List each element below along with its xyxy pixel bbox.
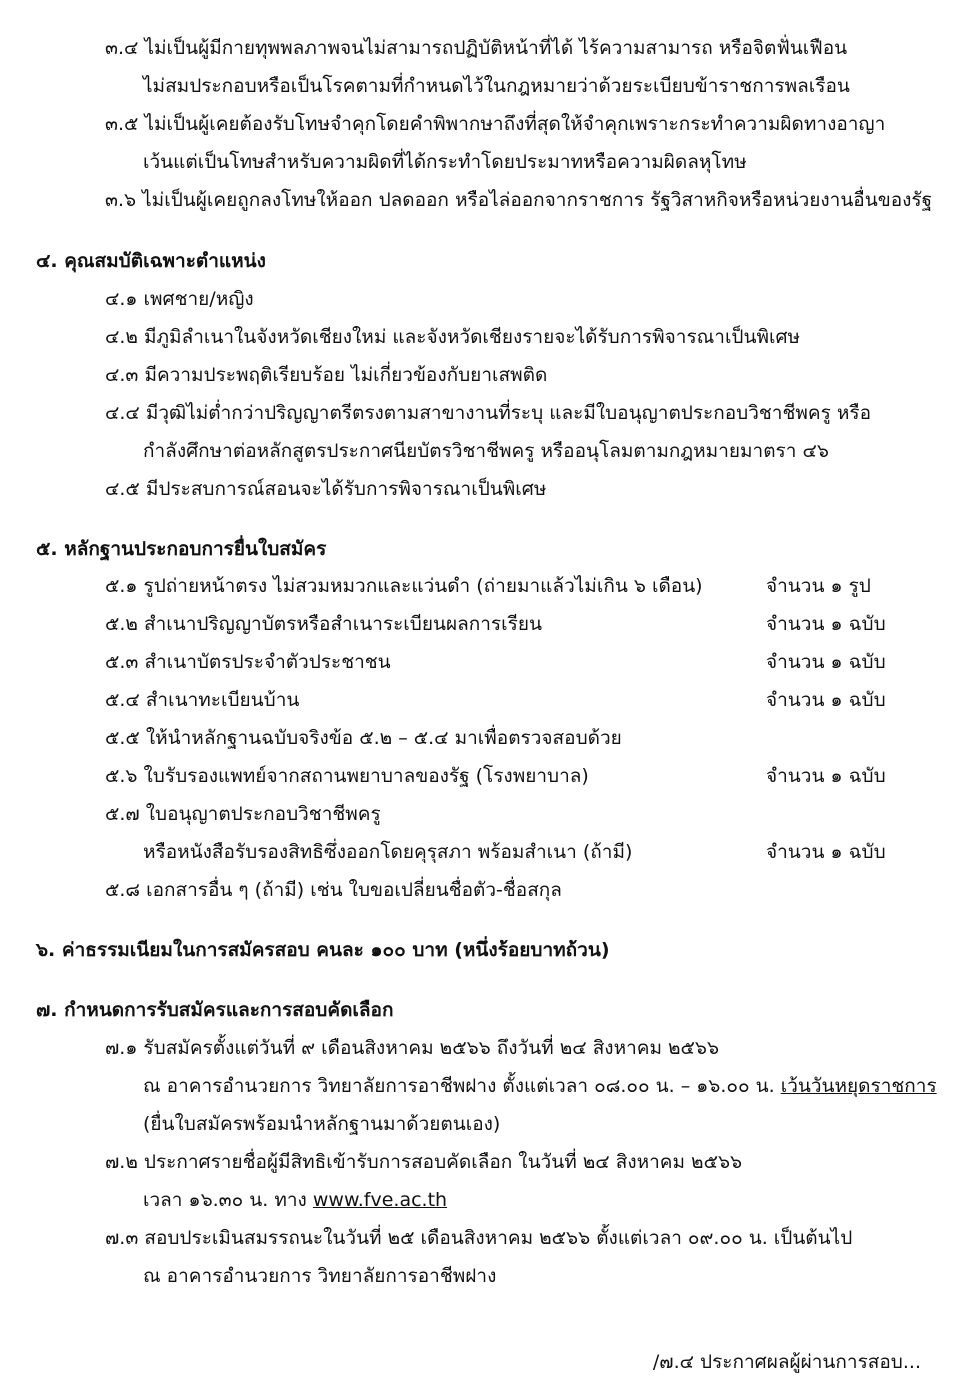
- item-5-3-quantity: จำนวน ๑ ฉบับ: [766, 651, 886, 673]
- item-7-1-line1: ๗.๑ รับสมัครตั้งแต่วันที่ ๙ เดือนสิงหาคม ๒๕๖๖ ถึงวันที่ ๒๔ สิงหาคม ๒๕๖๖: [105, 1037, 720, 1059]
- item-3-5-line1: ๓.๕ ไม่เป็นผู้เคยต้องรับโทษจำคุกโดยคำพิพากษาถึงที่สุดให้จำคุกเพราะกระทำความผิดทางอาญา: [105, 113, 886, 135]
- item-5-7-line2: หรือหนังสือรับรองสิทธิซึ่งออกโดยคุรุสภา พร้อมสำเนา (ถ้ามี): [143, 841, 633, 863]
- item-5-8: ๕.๘ เอกสารอื่น ๆ (ถ้ามี) เช่น ใบขอเปลี่ยนชื่อตัว-ชื่อสกุล: [105, 879, 562, 901]
- item-5-6: ๕.๖ ใบรับรองแพทย์จากสถานพยาบาลของรัฐ (โรงพยาบาล): [105, 765, 589, 787]
- item-5-1-quantity: จำนวน ๑ รูป: [766, 575, 871, 597]
- next-page-continuation: /๗.๔ ประกาศผลผู้ผ่านการสอบ...: [652, 1351, 921, 1373]
- item-7-1-line3: (ยื่นใบสมัครพร้อมนำหลักฐานมาด้วยตนเอง): [143, 1113, 501, 1135]
- website-link[interactable]: www.fve.ac.th: [312, 1189, 448, 1211]
- section-5-heading: ๕. หลักฐานประกอบการยื่นใบสมัคร: [36, 538, 327, 560]
- item-7-2-time: เวลา ๑๖.๓๐ น. ทาง: [143, 1189, 307, 1211]
- section-6-heading: ๖. ค่าธรรมเนียมในการสมัครสอบ คนละ ๑๐๐ บาท (หนึ่งร้อยบาทถ้วน): [36, 939, 610, 961]
- section-4-heading: ๔. คุณสมบัติเฉพาะตำแหน่ง: [36, 250, 266, 272]
- item-7-1-line2: [143, 1073, 937, 1099]
- item-4-3: ๔.๓ มีความประพฤติเรียบร้อย ไม่เกี่ยวข้องกับยาเสพติด: [105, 364, 548, 386]
- item-5-3: ๕.๓ สำเนาบัตรประจำตัวประชาชน: [105, 651, 391, 673]
- section-7-heading: ๗. กำหนดการรับสมัครและการสอบคัดเลือก: [36, 999, 394, 1021]
- item-3-4-line1: ๓.๔ ไม่เป็นผู้มีกายทุพพลภาพจนไม่สามารถปฏิบัติหน้าที่ได้ ไร้ความสามารถ หรือจิตฟั่นเฟือน: [105, 37, 848, 59]
- item-5-4: ๕.๔ สำเนาทะเบียนบ้าน: [105, 689, 300, 711]
- item-5-4-quantity: จำนวน ๑ ฉบับ: [766, 689, 886, 711]
- item-4-4-line2: กำลังศึกษาต่อหลักสูตรประกาศนียบัตรวิชาชีพครู หรืออนุโลมตามกฎหมายมาตรา ๔๖: [143, 440, 829, 462]
- item-5-2-quantity: จำนวน ๑ ฉบับ: [766, 613, 886, 635]
- item-7-2-line1: ๗.๒ ประกาศรายชื่อผู้มีสิทธิเข้ารับการสอบคัดเลือก ในวันที่ ๒๔ สิงหาคม ๒๕๖๖: [105, 1151, 743, 1173]
- item-4-1: ๔.๑ เพศชาย/หญิง: [105, 288, 254, 310]
- item-4-5: ๔.๕ มีประสบการณ์สอนจะได้รับการพิจารณาเป็นพิเศษ: [105, 478, 547, 500]
- item-4-4-line1: ๔.๔ มีวุฒิไม่ต่ำกว่าปริญญาตรีตรงตามสาขางานที่ระบุ และมีใบอนุญาตประกอบวิชาชีพครู หรือ: [105, 402, 871, 424]
- item-5-1: ๕.๑ รูปถ่ายหน้าตรง ไม่สวมหมวกและแว่นดำ (ถ่ายมาแล้วไม่เกิน ๖ เดือน): [105, 575, 703, 597]
- item-3-6: ๓.๖ ไม่เป็นผู้เคยถูกลงโทษให้ออก ปลดออก หรือไล่ออกจากราชการ รัฐวิสาหกิจหรือหน่วยงานอื่นของรัฐ: [105, 189, 933, 211]
- item-5-7-quantity: จำนวน ๑ ฉบับ: [766, 841, 886, 863]
- item-7-1-holiday-note: เว้นวันหยุดราชการ: [780, 1075, 937, 1097]
- item-5-7-line1: ๕.๗ ใบอนุญาตประกอบวิชาชีพครู: [105, 803, 381, 825]
- item-7-2-line2: [143, 1187, 447, 1213]
- item-5-2: ๕.๒ สำเนาปริญญาบัตรหรือสำเนาระเบียนผลการเรียน: [105, 613, 542, 635]
- item-7-3-line2: ณ อาคารอำนวยการ วิทยาลัยการอาชีพฝาง: [143, 1265, 497, 1287]
- item-3-5-line2: เว้นแต่เป็นโทษสำหรับความผิดที่ได้กระทำโดยประมาทหรือความผิดลหุโทษ: [143, 151, 747, 173]
- item-5-5: ๕.๕ ให้นำหลักฐานฉบับจริงข้อ ๕.๒ – ๕.๔ มาเพื่อตรวจสอบด้วย: [105, 727, 622, 749]
- item-4-2: ๔.๒ มีภูมิลำเนาในจังหวัดเชียงใหม่ และจังหวัดเชียงรายจะได้รับการพิจารณาเป็นพิเศษ: [105, 326, 801, 348]
- item-5-6-quantity: จำนวน ๑ ฉบับ: [766, 765, 886, 787]
- item-7-1-venue-time: ณ อาคารอำนวยการ วิทยาลัยการอาชีพฝาง ตั้งแต่เวลา ๐๘.๐๐ น. – ๑๖.๐๐ น.: [143, 1075, 775, 1097]
- item-7-3-line1: ๗.๓ สอบประเมินสมรรถนะในวันที่ ๒๕ เดือนสิงหาคม ๒๕๖๖ ตั้งแต่เวลา ๐๙.๐๐ น. เป็นต้นไป: [105, 1227, 853, 1249]
- item-3-4-line2: ไม่สมประกอบหรือเป็นโรคตามที่กำหนดไว้ในกฎหมายว่าด้วยระเบียบข้าราชการพลเรือน: [143, 75, 850, 97]
